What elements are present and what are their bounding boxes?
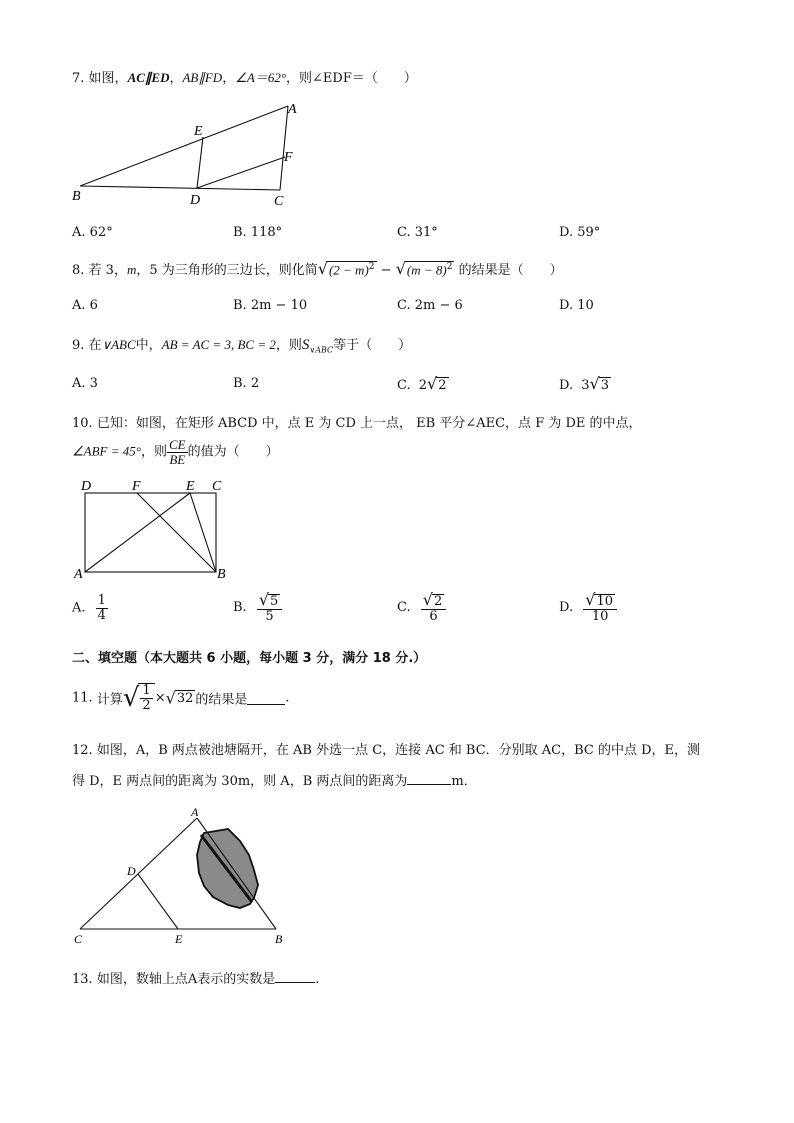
option-label: C. [397, 378, 411, 393]
area-subscript: ∨ABC [309, 345, 334, 355]
expression: (m − 8) [406, 262, 447, 277]
answer-blank[interactable] [247, 692, 285, 705]
radicand: 10 [596, 594, 613, 609]
q8-option-d[interactable]: D. 10 [559, 298, 594, 313]
question-12-line2 [72, 770, 477, 789]
option-label: D. [559, 600, 574, 616]
numerator [257, 592, 282, 610]
question-8-stem [72, 259, 563, 278]
q7-option-c[interactable]: C. 31° [397, 225, 438, 240]
numerator: 1 [97, 593, 106, 608]
question-text: 得 D，E 两点间的距离为 30m，则 A，B 两点间的距离为 [72, 774, 408, 789]
question-text: 的结果是 [195, 692, 248, 708]
question-text: 如图， [88, 71, 128, 86]
q8-option-b[interactable]: B. 2m − 10 [233, 298, 308, 313]
condition: AC∥ED [127, 70, 170, 85]
radicand: 3 [600, 378, 609, 393]
denominator: 10 [591, 608, 609, 624]
q10-option-b[interactable] [233, 592, 282, 623]
label-E: E [175, 932, 183, 946]
question-number: 12. [72, 743, 93, 758]
denominator: 2 [142, 698, 151, 713]
numerator: 1 [142, 683, 151, 699]
exponent: 2 [446, 261, 453, 272]
option-label: A. [72, 600, 86, 616]
radicand [327, 261, 377, 278]
numerator [583, 592, 617, 610]
answer-blank[interactable] [407, 772, 451, 785]
punctuation: . [315, 972, 320, 987]
fraction [257, 592, 282, 623]
answer-blank[interactable] [275, 970, 315, 983]
question-text: 如图，A，B 两点被池塘隔开，在 AB 外选一点 C，连接 AC 和 BC．分别取 AC，BC 的中点 D，E，测 [96, 743, 701, 758]
q12-figure [68, 800, 298, 950]
radicand: 2 [433, 594, 443, 609]
question-text: 在 [88, 338, 102, 353]
q10-option-c[interactable] [397, 592, 446, 623]
question-text: ，则∠EDF＝（ ） [286, 71, 417, 86]
question-text: ，则 [140, 444, 167, 460]
question-text: 中， [135, 338, 162, 353]
radicand: 32 [176, 691, 194, 706]
numerator [421, 592, 446, 610]
sqrt-icon: √ [395, 259, 406, 278]
question-number: 9. [72, 338, 85, 353]
q10-figure [70, 478, 235, 583]
denominator: BE [169, 451, 186, 467]
question-text: 等于（ ） [333, 338, 412, 353]
sqrt-icon: √ [165, 688, 176, 708]
label-E: E [186, 479, 195, 494]
q7-option-b[interactable]: B. 118° [233, 225, 283, 240]
exponent: 2 [368, 261, 375, 272]
section-title: 二、填空题（本大题共 6 小题，每小题 3 分，满分 18 分.） [72, 651, 427, 666]
question-text: 计算 [96, 692, 123, 708]
condition: AB∥FD [182, 70, 223, 85]
label-B: B [217, 567, 226, 582]
question-number: 7. [72, 71, 85, 86]
label-A: A [288, 102, 297, 117]
sqrt-icon: √ [589, 374, 600, 393]
option-label: B. [233, 600, 247, 616]
label-C: C [74, 932, 83, 946]
separator: ， [169, 71, 183, 86]
label-E: E [194, 124, 203, 139]
sqrt-icon: √ [122, 683, 140, 713]
fraction [96, 594, 108, 622]
fraction [138, 683, 154, 712]
question-text: 已知：如图，在矩形 ABCD 中，点 E 为 CD 上一点， EB 平分∠AEC，点 F 为 DE 的中点， [96, 416, 642, 431]
q7-figure [66, 98, 306, 210]
operator: − [380, 263, 392, 278]
denominator: 5 [265, 608, 274, 624]
q7-option-a[interactable]: A. 62° [72, 225, 113, 240]
fraction [583, 592, 617, 623]
q8-option-c[interactable]: C. 2m − 6 [397, 298, 463, 313]
operator: × [154, 690, 166, 706]
q9-option-a[interactable]: A. 3 [72, 376, 98, 391]
fraction [167, 438, 188, 466]
label-C: C [274, 194, 284, 209]
denominator: 4 [97, 607, 106, 623]
triangle: ∨ABC [101, 337, 136, 352]
sqrt-icon: √ [585, 590, 596, 609]
question-number: 8. [72, 263, 85, 278]
question-9-stem [72, 334, 411, 355]
label-A: A [74, 567, 83, 582]
coefficient: 3 [581, 378, 590, 393]
sqrt-icon: √ [317, 259, 328, 278]
question-10-line1 [72, 412, 642, 431]
radicand [405, 261, 455, 278]
label-B: B [275, 932, 283, 946]
label-D: D [81, 479, 92, 494]
question-text: 的值为（ ） [187, 444, 279, 460]
q10-option-d[interactable] [559, 592, 617, 623]
question-text: 的结果是（ ） [458, 263, 563, 278]
q10-option-a[interactable] [72, 594, 108, 622]
label-D: D [190, 193, 201, 208]
q8-option-a[interactable]: A. 6 [72, 298, 98, 313]
label-A: A [191, 805, 199, 819]
option-label: D. [559, 378, 574, 393]
sqrt-icon: √ [427, 374, 438, 393]
variable: m [126, 262, 137, 277]
question-11-stem [72, 683, 290, 713]
question-13-stem [72, 968, 319, 987]
coefficient: 2 [418, 378, 428, 393]
condition: ∠ABF = 45° [72, 443, 141, 459]
label-C: C [212, 479, 222, 494]
fraction [421, 592, 446, 623]
numerator: CE [168, 437, 186, 452]
question-text: 如图，数轴上点A表示的实数是 [96, 972, 276, 987]
label-B: B [72, 189, 81, 204]
separator: ， [222, 71, 236, 86]
question-text: ，则 [275, 338, 302, 353]
punctuation: . [285, 690, 290, 706]
radicand: 5 [270, 594, 279, 609]
question-number: 10. [72, 416, 93, 431]
condition: AB = AC = 3, BC = 2 [161, 337, 276, 352]
area-symbol: S [301, 337, 310, 353]
denominator: 6 [429, 608, 438, 624]
option-label: C. [397, 600, 411, 616]
question-text: ，5 为三角形的三边长，则化简 [136, 263, 318, 278]
q9-option-d[interactable] [559, 374, 611, 393]
expression: (2 − m) [328, 262, 369, 277]
q7-option-d[interactable]: D. 59° [559, 225, 601, 240]
question-text: m． [451, 774, 477, 789]
label-F: F [132, 479, 141, 494]
label-F: F [284, 150, 293, 165]
question-number: 11. [72, 690, 93, 706]
question-10-line2 [72, 438, 279, 466]
sqrt-icon: √ [422, 590, 433, 609]
question-text: 若 3， [88, 263, 127, 278]
sqrt-icon: √ [258, 590, 270, 609]
question-number: 13. [72, 972, 93, 987]
radicand: 2 [438, 378, 447, 393]
label-D: D [127, 864, 136, 878]
question-7-stem [72, 67, 417, 86]
q9-option-c[interactable] [397, 374, 449, 393]
condition: ∠A＝62° [235, 70, 287, 85]
question-12-line1 [72, 739, 700, 758]
q9-option-b[interactable]: B. 2 [233, 376, 260, 391]
